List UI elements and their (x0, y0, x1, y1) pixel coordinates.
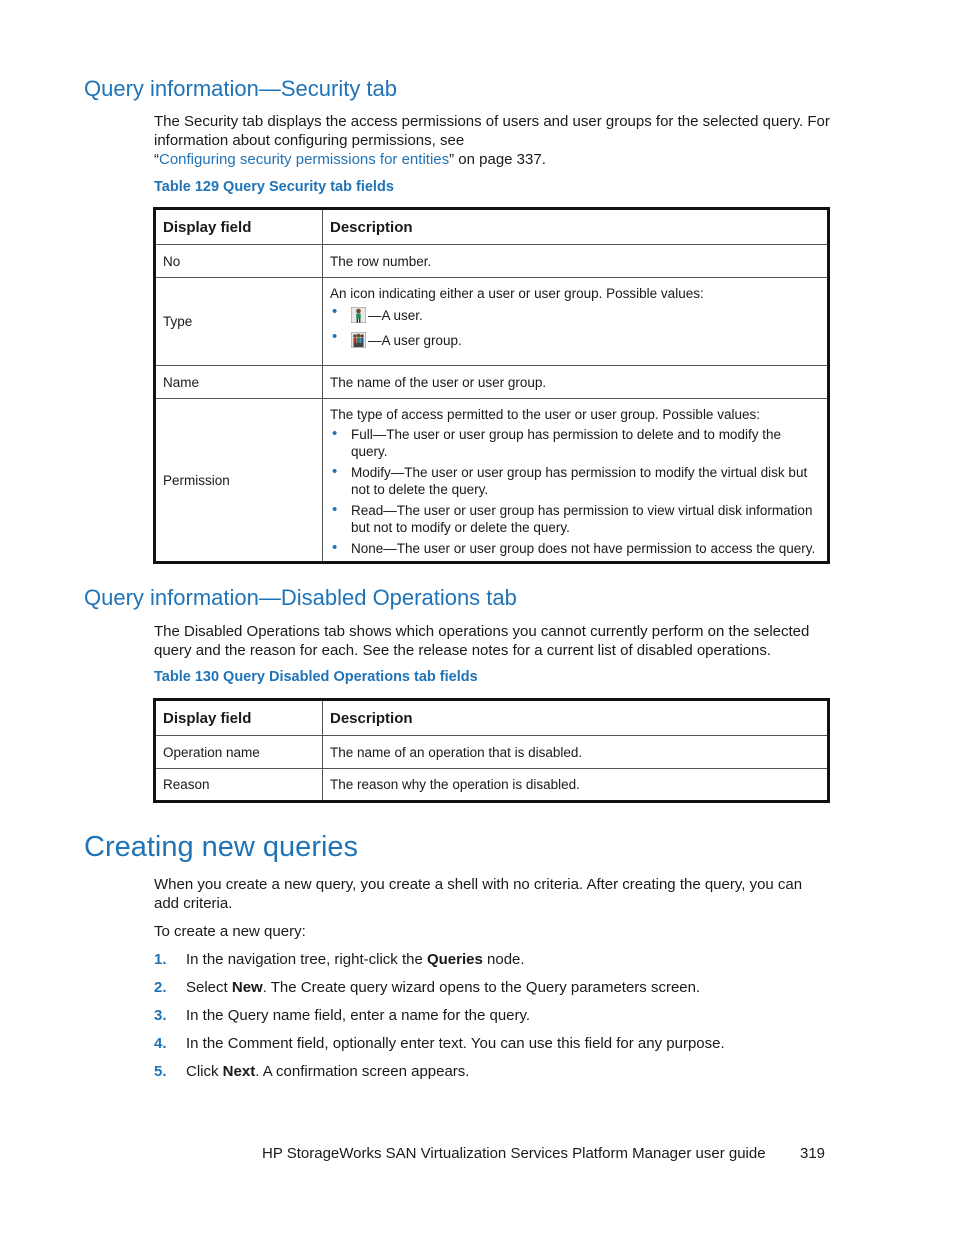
page-title-creating-new-queries: Creating new queries (84, 831, 359, 863)
description-cell: The name of an operation that is disabled. (323, 736, 829, 769)
step-number: 1. (154, 951, 167, 968)
bullet: • (332, 539, 338, 556)
step-bold: Queries (426, 951, 483, 968)
list-item (154, 978, 725, 1006)
table-129-caption: Table 129 Query Security tab fields (154, 179, 394, 195)
table-row (155, 245, 829, 278)
security-intro-line2: information about configuring permissions, see (154, 132, 465, 149)
step-number: 2. (154, 979, 167, 996)
table-row (155, 366, 829, 399)
description-cell: The reason why the operation is disabled. (323, 769, 829, 802)
field-cell: Name (155, 366, 323, 399)
field-cell: No (155, 245, 323, 278)
list-item (330, 464, 820, 498)
step-text: In the Comment field, optionally enter text. You can use this field for any purpose. (186, 1035, 725, 1052)
step-text: In the Query name field, enter a name for the query. (186, 1007, 531, 1024)
step-text-tail: node. (482, 951, 525, 968)
table-header-row (155, 209, 829, 245)
security-tab-fields-table (153, 207, 830, 564)
list-item (330, 502, 820, 536)
bullet: • (332, 303, 338, 320)
table-row (155, 399, 829, 563)
header-description: Description (323, 700, 829, 736)
security-intro (154, 112, 844, 169)
list-item (330, 329, 820, 351)
field-cell: Permission (155, 399, 323, 563)
field-cell: Reason (155, 769, 323, 802)
bullet: • (332, 463, 338, 480)
step-number: 4. (154, 1035, 167, 1052)
disabled-operations-fields-table (153, 698, 830, 803)
link-configuring-security[interactable]: Configuring security permissions for entities (159, 151, 450, 168)
section-heading-security: Query information—Security tab (84, 76, 398, 101)
step-text: Click (186, 1063, 223, 1080)
quote-open: “ (154, 151, 159, 168)
creating-intro-line2: add criteria. (154, 895, 233, 912)
user-value-label: —A user. (368, 307, 423, 323)
table-row (155, 278, 829, 366)
list-item (330, 426, 820, 460)
description-cell: The row number. (323, 245, 829, 278)
user-group-icon (351, 332, 366, 348)
bullet: • (332, 501, 338, 518)
field-cell: Operation name (155, 736, 323, 769)
description-cell (323, 278, 829, 366)
creating-intro-line1: When you create a new query, you create a shell with no criteria. After creating the query, you can (154, 876, 803, 893)
step-number: 3. (154, 1007, 167, 1024)
permission-none: None—The user or user group does not have permission to access the query. (351, 541, 816, 556)
bullet: • (332, 328, 338, 345)
permission-values-list (330, 426, 820, 557)
list-item (330, 540, 820, 557)
table-row (155, 769, 829, 802)
table-130-caption: Table 130 Query Disabled Operations tab fields (154, 669, 478, 685)
table-row (155, 736, 829, 769)
step-text-tail: . A confirmation screen appears. (255, 1063, 470, 1080)
footer-guide-title: HP StorageWorks SAN Virtualization Services Platform Manager user guide (262, 1145, 766, 1162)
header-display-field: Display field (155, 209, 323, 245)
bullet: • (332, 425, 338, 442)
footer-page-number: 319 (800, 1145, 826, 1162)
step-bold: Next (222, 1063, 256, 1080)
type-values-list (330, 304, 820, 351)
permission-description: The type of access permitted to the user or user group. Possible values: (330, 407, 760, 422)
list-item (154, 950, 725, 978)
description-cell: The name of the user or user group. (323, 366, 829, 399)
step-bold: New (231, 979, 263, 996)
field-cell: Type (155, 278, 323, 366)
step-text: Select (186, 979, 232, 996)
list-item (154, 1062, 725, 1090)
list-item (154, 1006, 725, 1034)
step-number: 5. (154, 1063, 167, 1080)
section-heading-disabled-operations: Query information—Disabled Operations tab (84, 585, 517, 610)
step-text: In the navigation tree, right-click the (186, 951, 427, 968)
list-item (154, 1034, 725, 1062)
permission-full: Full—The user or user group has permission to delete and to modify the query. (351, 427, 781, 459)
user-group-value-label: —A user group. (368, 332, 462, 348)
header-description: Description (323, 209, 829, 245)
steps-lead: To create a new query: (154, 923, 306, 940)
step-text-tail: . The Create query wizard opens to the Query parameters screen. (262, 979, 701, 996)
disabled-ops-intro-line1: The Disabled Operations tab shows which operations you cannot currently perform on the selected (154, 623, 810, 640)
security-intro-line3 (154, 150, 844, 169)
permission-read: Read—The user or user group has permission to view virtual disk information but not to modify or delete the query. (351, 503, 813, 535)
creating-intro (154, 875, 844, 913)
disabled-ops-intro-line2: query and the reason for each. See the release notes for a current list of disabled operations. (154, 642, 772, 659)
disabled-ops-intro (154, 622, 844, 660)
intro-tail: ” on page 337. (449, 151, 546, 168)
user-icon (351, 307, 366, 323)
table-header-row (155, 700, 829, 736)
steps-list (154, 950, 725, 1090)
type-description: An icon indicating either a user or user group. Possible values: (330, 286, 704, 301)
header-display-field: Display field (155, 700, 323, 736)
security-intro-line1: The Security tab displays the access permissions of users and user groups for the selected query. For (154, 113, 830, 130)
description-cell (323, 399, 829, 563)
permission-modify: Modify—The user or user group has permission to modify the virtual disk but not to delete the query. (351, 465, 808, 497)
list-item (330, 304, 820, 326)
